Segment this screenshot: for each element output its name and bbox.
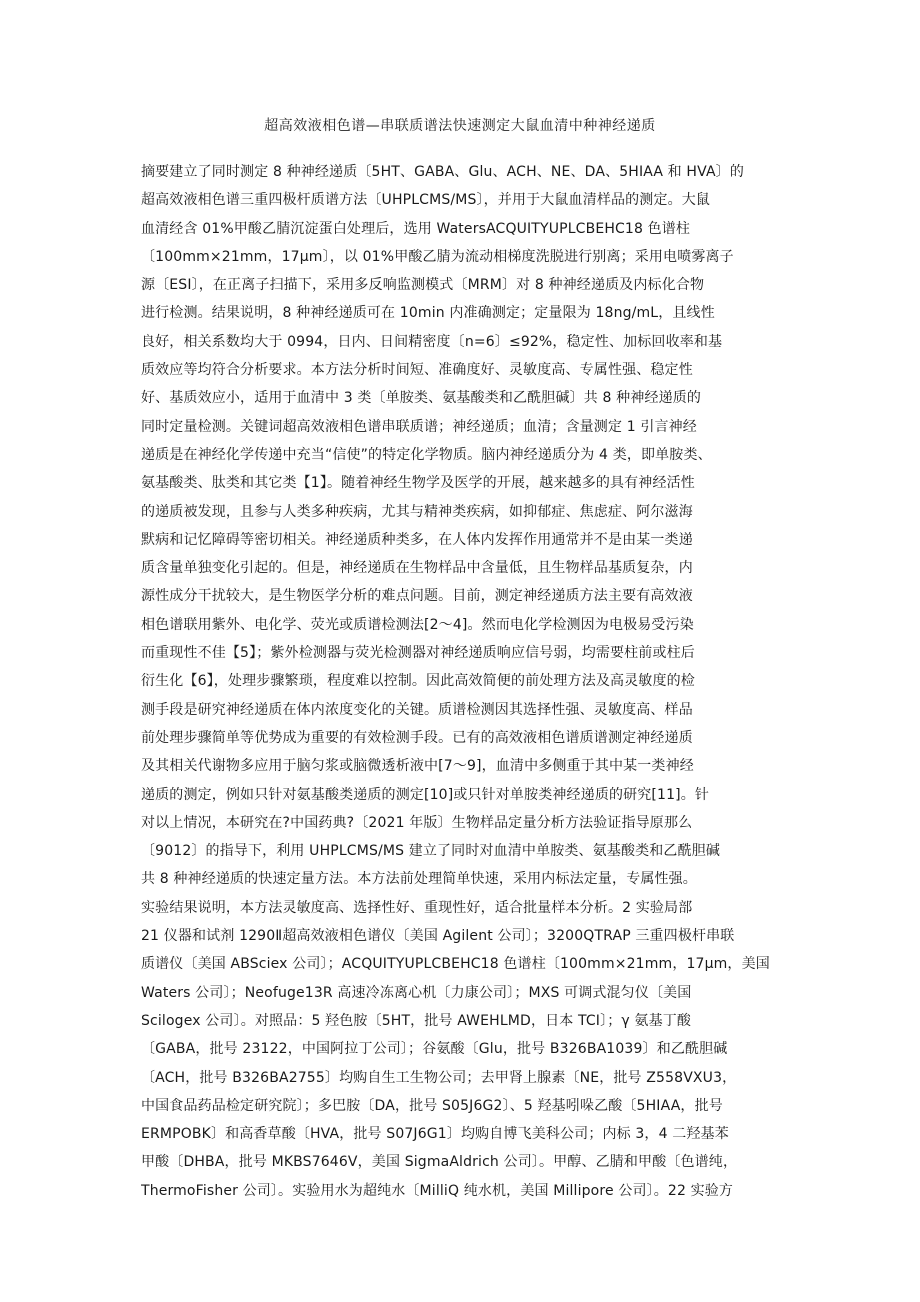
document-title: 超高效液相色谱—串联质谱法快速测定大鼠血清中种神经递质 xyxy=(264,118,656,134)
body-text-line: 及其相关代谢物多应用于脑匀浆或脑微透析液中[7～9]，血清中多侧重于其中某一类神经 xyxy=(141,758,694,775)
body-text-line: 血清经含 01%甲酸乙腈沉淀蛋白处理后，选用 WatersACQUITYUPLCBEHC18 色谱柱 xyxy=(141,220,691,237)
body-text-line: 源性成分干扰较大，是生物医学分析的难点问题。目前，测定神经递质方法主要有高效液 xyxy=(141,588,693,605)
body-text-line: 而重现性不佳【5】；紫外检测器与荧光检测器对神经递质响应信号弱，均需要柱前或柱后 xyxy=(141,645,695,662)
body-text-line: 甲酸〔DHBA，批号 MKBS7646V，美国 SigmaAldrich 公司〕。甲醇、乙腈和甲酸〔色谱纯， xyxy=(141,1154,738,1171)
body-text-line: 中国食品药品检定研究院〕；多巴胺〔DA，批号 S05J6G2〕、5 羟基吲哚乙酸〔5HIAA，批号 xyxy=(141,1097,723,1114)
body-text-line: 进行检测。结果说明，8 种神经递质可在 10min 内准确测定；定量限为 18ng/mL，且线性 xyxy=(141,305,715,322)
body-text-line: 同时定量检测。关键词超高效液相色谱串联质谱；神经递质；血清；含量测定 1 引言神经 xyxy=(141,418,697,435)
body-text-line: 氨基酸类、肽类和其它类【1】。随着神经生物学及医学的开展，越来越多的具有神经活性 xyxy=(141,475,695,492)
body-text-line: 21 仪器和试剂 1290Ⅱ超高效液相色谱仪〔美国 Agilent 公司〕；3200QTRAP 三重四极杆串联 xyxy=(141,928,735,945)
body-text-line: Scilogex 公司〕。对照品：5 羟色胺〔5HT，批号 AWEHLMD，日本 TCI〕；γ 氨基丁酸 xyxy=(141,1012,692,1029)
body-text-line: 默病和记忆障碍等密切相关。神经递质种类多，在人体内发挥作用通常并不是由某一类递 xyxy=(141,531,693,548)
body-text-line: 良好，相关系数均大于 0994，日内、日间精密度〔n=6〕≤92%，稳定性、加标回收率和基 xyxy=(141,333,723,350)
body-text-line: 质含量单独变化引起的。但是，神经递质在生物样品中含量低，且生物样品基质复杂，内 xyxy=(141,560,693,577)
body-text-line: 相色谱联用紫外、电化学、荧光或质谱检测法[2～4]。然而电化学检测因为电极易受污染 xyxy=(141,616,694,633)
body-text-line: 实验结果说明，本方法灵敏度高、选择性好、重现性好，适合批量样本分析。2 实验局部 xyxy=(141,899,693,916)
body-text-line: 超高效液相色谱三重四极杆质谱方法〔UHPLCMS/MS〕，并用于大鼠血清样品的测定。大鼠 xyxy=(141,192,711,209)
body-text-line: 测手段是研究神经递质在体内浓度变化的关键。质谱检测因其选择性强、灵敏度高、样品 xyxy=(141,701,693,718)
body-text-line: 摘要建立了同时测定 8 种神经递质〔5HT、GABA、Glu、ACH、NE、DA、5HIAA 和 HVA〕的 xyxy=(141,164,744,180)
body-text-line: 源〔ESI〕，在正离子扫描下，采用多反响监测模式〔MRM〕对 8 种神经递质及内标化合物 xyxy=(141,277,705,294)
body-text-line: 共 8 种神经递质的快速定量方法。本方法前处理简单快速，采用内标法定量，专属性强。 xyxy=(141,871,697,888)
body-text-line: ThermoFisher 公司〕。实验用水为超纯水〔MilliQ 纯水机，美国 Millipore 公司〕。22 实验方 xyxy=(141,1182,734,1199)
body-text-line: 〔9012〕的指导下，利用 UHPLCMS/MS 建立了同时对血清中单胺类、氨基酸类和乙酰胆碱 xyxy=(141,843,721,860)
body-text-line: 好、基质效应小，适用于血清中 3 类〔单胺类、氨基酸类和乙酰胆碱〕共 8 种神经递质的 xyxy=(141,390,702,407)
body-text-line: ERMPOBK〕和高香草酸〔HVA，批号 S07J6G1〕均购自博飞美科公司；内标 3，4 二羟基苯 xyxy=(141,1126,729,1143)
body-text-line: 衍生化【6】，处理步骤繁琐，程度难以控制。因此高效简便的前处理方法及高灵敏度的检 xyxy=(141,673,695,690)
document-body xyxy=(141,158,791,1205)
body-text-line: 前处理步骤简单等优势成为重要的有效检测手段。已有的高效液相色谱质谱测定神经递质 xyxy=(141,729,693,746)
body-text-line: 〔100mm×21mm，17μm〕，以 01%甲酸乙腈为流动相梯度洗脱进行别离；采用电喷雾离子 xyxy=(141,248,734,265)
body-text-line: 递质的测定，例如只针对氨基酸类递质的测定[10]或只针对单胺类神经递质的研究[11]。针 xyxy=(141,786,710,803)
body-text-line: 质效应等均符合分析要求。本方法分析时间短、准确度好、灵敏度高、专属性强、稳定性 xyxy=(141,362,693,379)
body-text-line: Waters 公司〕；Neofuge13R 高速冷冻离心机〔力康公司〕；MXS 可调式混匀仪〔美国 xyxy=(141,984,692,1001)
body-text-line: 〔ACH，批号 B326BA2755〕均购自生工生物公司；去甲肾上腺素〔NE，批号 Z558VXU3， xyxy=(141,1069,737,1086)
body-text-line: 递质是在神经化学传递中充当“信使”的特定化学物质。脑内神经递质分为 4 类，即单胺类、 xyxy=(141,446,712,463)
body-text-line: 质谱仪〔美国 ABSciex 公司〕；ACQUITYUPLCBEHC18 色谱柱〔100mm×21mm，17μm，美国 xyxy=(141,956,770,973)
body-text-line: 的递质被发现，且参与人类多种疾病，尤其与精神类疾病，如抑郁症、焦虑症、阿尔滋海 xyxy=(141,503,693,520)
body-text-line: 〔GABA，批号 23122，中国阿拉丁公司〕；谷氨酸〔Glu，批号 B326BA1039〕和乙酰胆碱 xyxy=(141,1041,728,1058)
body-text-line: 对以上情况，本研究在?中国药典?〔2021 年版〕生物样品定量分析方法验证指导原那么 xyxy=(141,814,693,831)
